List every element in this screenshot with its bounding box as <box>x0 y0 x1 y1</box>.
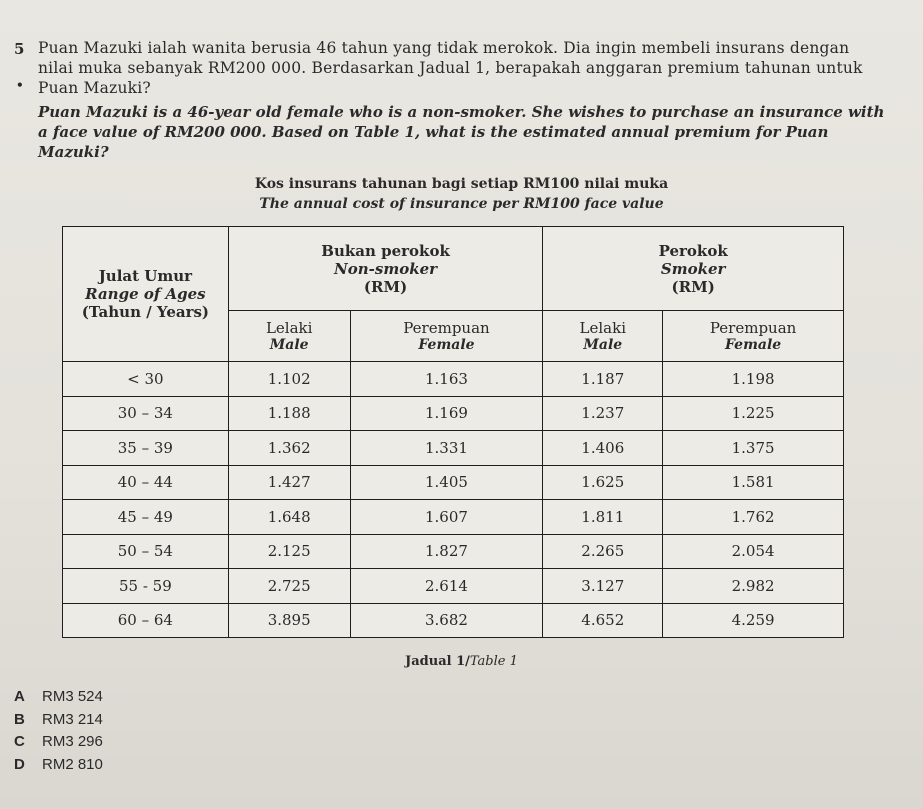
non-smoker-header-malay: Bukan perokok <box>321 241 450 260</box>
non-smoker-male-cell: 1.427 <box>228 465 350 500</box>
smoker-male-header <box>543 311 663 362</box>
answer-options <box>14 686 103 776</box>
non-smoker-header-currency: (RM) <box>363 277 408 296</box>
option-a[interactable] <box>14 686 103 709</box>
insurance-cost-table <box>62 226 844 638</box>
non-smoker-male-cell: 1.102 <box>228 362 350 397</box>
option-b[interactable] <box>14 709 103 732</box>
option-label: B <box>14 710 25 728</box>
sub-header-malay: Perempuan <box>403 319 490 337</box>
age-range-cell: 30 – 34 <box>63 396 229 431</box>
table-row <box>63 465 844 500</box>
smoker-male-cell: 1.237 <box>543 396 663 431</box>
table-title-malay: Kos insurans tahunan bagi setiap RM100 nilai muka <box>254 176 669 192</box>
smoker-male-cell: 3.127 <box>543 569 663 604</box>
smoker-male-cell: 1.625 <box>543 465 663 500</box>
table-caption-malay: Jadual 1/ <box>405 654 470 669</box>
table-row <box>63 534 844 569</box>
table-caption <box>0 654 923 669</box>
option-value: RM3 214 <box>42 710 103 728</box>
question-number: 5 <box>14 40 25 58</box>
option-d[interactable] <box>14 754 103 777</box>
smoker-male-cell: 1.187 <box>543 362 663 397</box>
option-value: RM3 296 <box>42 733 103 750</box>
age-range-cell: 35 – 39 <box>63 431 229 466</box>
age-range-cell: < 30 <box>63 362 229 397</box>
sub-header-english: Male <box>583 337 623 353</box>
age-range-header-english: Range of Ages <box>85 285 206 303</box>
smoker-female-cell: 2.982 <box>663 569 844 604</box>
question-bullet: • <box>16 78 24 92</box>
sub-header-malay: Perempuan <box>709 319 797 337</box>
non-smoker-header-english: Non-smoker <box>334 259 438 278</box>
non-smoker-female-cell: 1.169 <box>350 396 543 431</box>
non-smoker-female-cell: 1.827 <box>350 534 543 569</box>
non-smoker-female-cell: 1.163 <box>350 362 543 397</box>
non-smoker-male-cell: 3.895 <box>228 603 350 638</box>
smoker-male-cell: 1.811 <box>543 500 663 535</box>
sub-header-english: Female <box>724 337 782 353</box>
smoker-male-cell: 4.652 <box>543 603 663 638</box>
table-row <box>63 396 844 431</box>
question-text-malay: Puan Mazuki ialah wanita berusia 46 tahun yang tidak merokok. Dia ingin membeli insurans dengan nilai muka sebanyak RM200 000. Berdasarkan Jadual 1, berapakah anggaran premium tahunan untuk Puan Mazuki? <box>38 39 863 97</box>
smoker-male-cell: 2.265 <box>543 534 663 569</box>
table-row <box>63 362 844 397</box>
non-smoker-male-header <box>228 311 350 362</box>
smoker-female-cell: 2.054 <box>663 534 844 569</box>
smoker-female-cell: 1.198 <box>663 362 844 397</box>
age-range-header-unit: (Tahun / Years) <box>81 303 210 321</box>
option-label: D <box>14 755 25 773</box>
non-smoker-female-header <box>350 311 543 362</box>
sub-header-malay: Lelaki <box>265 319 313 337</box>
non-smoker-female-cell: 1.607 <box>350 500 543 535</box>
smoker-female-cell: 1.375 <box>663 431 844 466</box>
age-range-cell: 50 – 54 <box>63 534 229 569</box>
smoker-female-cell: 1.762 <box>663 500 844 535</box>
non-smoker-male-cell: 2.125 <box>228 534 350 569</box>
age-range-header <box>63 227 229 362</box>
sub-header-malay: Lelaki <box>579 319 626 337</box>
non-smoker-male-cell: 1.648 <box>228 500 350 535</box>
option-label: C <box>14 733 25 750</box>
smoker-header-english: Smoker <box>660 259 726 278</box>
age-range-cell: 60 – 64 <box>63 603 229 638</box>
table-row <box>63 500 844 535</box>
smoker-female-cell: 4.259 <box>663 603 844 638</box>
non-smoker-male-cell: 1.188 <box>228 396 350 431</box>
smoker-female-header <box>663 311 844 362</box>
option-value: RM2 810 <box>42 755 103 773</box>
non-smoker-female-cell: 2.614 <box>350 569 543 604</box>
question-text-english: Puan Mazuki is a 46-year old female who is a non-smoker. She wishes to purchase an insurance with a face value of RM200 000. Based on Table 1, what is the estimated annual premium for Puan Mazuki? <box>38 103 885 161</box>
age-range-cell: 40 – 44 <box>63 465 229 500</box>
age-range-header-malay: Julat Umur <box>98 267 193 285</box>
option-value: RM3 524 <box>42 688 103 705</box>
non-smoker-male-cell: 1.362 <box>228 431 350 466</box>
table-row <box>63 569 844 604</box>
smoker-female-cell: 1.225 <box>663 396 844 431</box>
non-smoker-female-cell: 1.405 <box>350 465 543 500</box>
table-row <box>63 603 844 638</box>
option-label: A <box>14 688 25 705</box>
option-c[interactable] <box>14 731 103 754</box>
non-smoker-male-cell: 2.725 <box>228 569 350 604</box>
smoker-header <box>543 227 844 311</box>
sub-header-english: Male <box>269 337 309 353</box>
sub-header-english: Female <box>418 337 475 353</box>
non-smoker-female-cell: 1.331 <box>350 431 543 466</box>
smoker-female-cell: 1.581 <box>663 465 844 500</box>
smoker-header-malay: Perokok <box>658 241 728 260</box>
non-smoker-female-cell: 3.682 <box>350 603 543 638</box>
age-range-cell: 45 – 49 <box>63 500 229 535</box>
non-smoker-header <box>228 227 543 311</box>
table-row <box>63 431 844 466</box>
smoker-male-cell: 1.406 <box>543 431 663 466</box>
smoker-header-currency: (RM) <box>671 277 715 296</box>
table-caption-english: Table 1 <box>469 654 518 669</box>
age-range-cell: 55 - 59 <box>63 569 229 604</box>
table-title-english: The annual cost of insurance per RM100 face value <box>259 196 664 212</box>
